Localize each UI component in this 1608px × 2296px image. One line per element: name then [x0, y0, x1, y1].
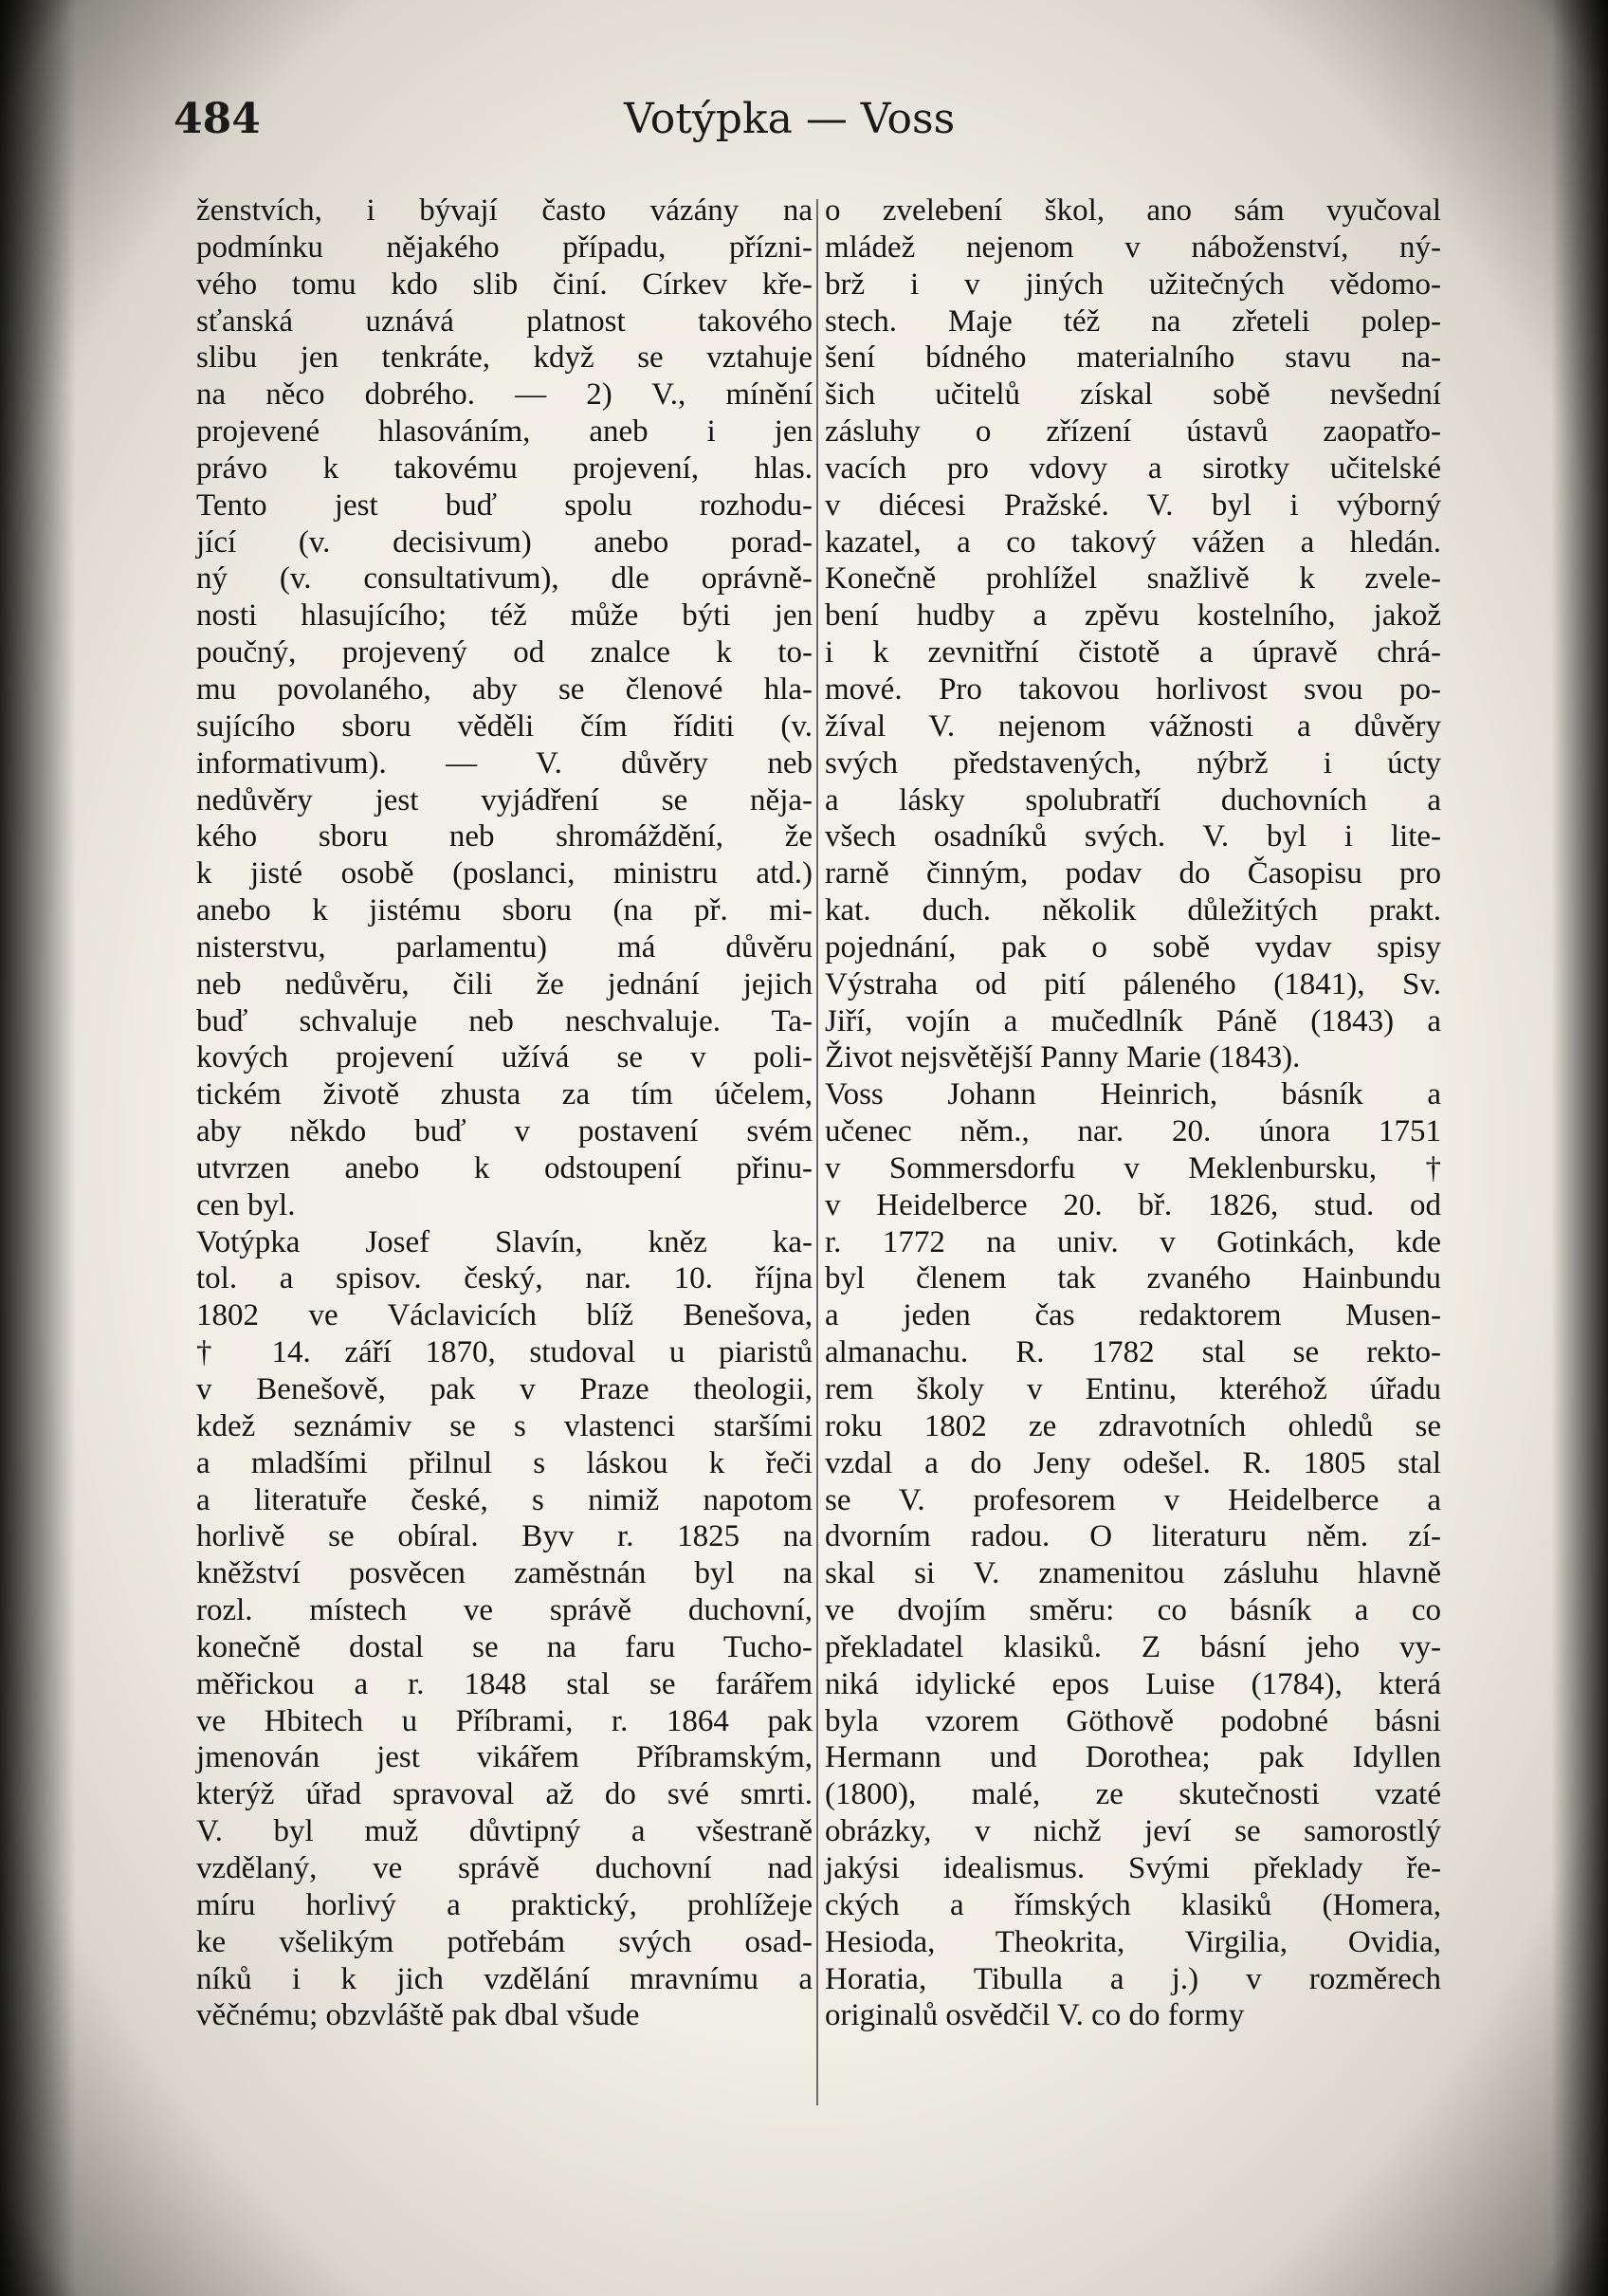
text-line: brž i v jiných užitečných vědomo- [825, 266, 1441, 302]
text-line: nosti hlasujícího; též může býti jen [196, 598, 813, 634]
text-line: poučný, projevený od znalce k to- [196, 635, 813, 670]
text-line: kněžství posvěcen zaměstnán byl na [196, 1556, 813, 1591]
text-line: anebo k jistému sboru (na př. mi- [196, 893, 813, 928]
text-line: slibu jen tenkráte, když se vztahuje [196, 340, 813, 376]
text-line: sťanská uznává platnost takového [196, 303, 813, 339]
text-line: v diécesi Pražské. V. byl i výborný [825, 487, 1441, 523]
text-line: Jiří, vojín a mučedlník Páně (1843) a [825, 1003, 1441, 1038]
text-line: zásluhy o zřízení ústavů zaopatřo- [825, 414, 1441, 450]
text-line: a lásky spolubratří duchovních a [825, 782, 1441, 817]
text-line: šich učitelů získal sobě nevšední [825, 377, 1441, 413]
text-line: právo k takovému projevení, hlas. [196, 450, 813, 486]
text-line: a mladšími přilnul s láskou k řeči [196, 1445, 813, 1480]
text-line: obrázky, v nichž jeví se samorostlý [825, 1814, 1441, 1849]
right-text-column [825, 193, 1441, 2034]
left-text-column [196, 193, 813, 2034]
text-line: šení bídného materialního stavu na- [825, 340, 1441, 376]
text-line: a literatuře české, s nimiž napotom [196, 1482, 813, 1517]
column-divider [816, 199, 818, 2105]
text-line: Život nejsvětější Panny Marie (1843). [825, 1040, 1301, 1075]
text-line: sujícího sboru věděli čím říditi (v. [196, 708, 813, 744]
text-line: svých představených, nýbrž i úcty [825, 745, 1441, 781]
text-line: Horatia, Tibulla a j.) v rozměrech [825, 1961, 1441, 1996]
text-line: (1800), malé, ze skutečnosti vzaté [825, 1777, 1441, 1812]
text-line: konečně dostal se na faru Tucho- [196, 1629, 813, 1664]
text-line: Tento jest buď spolu rozhodu- [196, 487, 813, 523]
text-line: vzdal a do Jeny odešel. R. 1805 stal [825, 1445, 1441, 1480]
text-line: a jeden čas redaktorem Musen- [825, 1298, 1441, 1333]
text-line: jící (v. decisivum) anebo porad- [196, 524, 813, 560]
text-line: skal si V. znamenitou zásluhu hlavně [825, 1556, 1441, 1591]
text-line: v Benešově, pak v Praze theologii, [196, 1372, 813, 1406]
text-line: vého tomu kdo slib činí. Církev kře- [196, 266, 813, 302]
text-line: † 14. září 1870, studoval u piaristů [196, 1335, 813, 1370]
text-line: jmenován jest vikářem Příbramským, [196, 1740, 813, 1775]
text-line: ný (v. consultativum), dle oprávně- [196, 561, 813, 597]
text-line: žíval V. nejenom vážnosti a důvěry [825, 708, 1441, 744]
text-line: všech osadníků svých. V. byl i lite- [825, 819, 1441, 854]
running-head: Votýpka — Voss [624, 95, 956, 143]
text-line: ve dvojím směru: co básník a co [825, 1593, 1441, 1628]
text-line: horlivě se obíral. Byv r. 1825 na [196, 1519, 813, 1554]
text-line: informativum). — V. důvěry neb [196, 745, 813, 781]
text-line: Hesioda, Theokrita, Virgilia, Ovidia, [825, 1924, 1441, 1959]
text-line: věčnému; obzvláště pak dbal všude [196, 1998, 640, 2033]
text-line: utvrzen anebo k odstoupení přinu- [196, 1150, 813, 1185]
text-line: V. byl muž důvtipný a všestraně [196, 1814, 813, 1849]
text-line: mové. Pro takovou horlivost svou po- [825, 671, 1441, 707]
text-line: roku 1802 ze zdravotních ohledů se [825, 1408, 1441, 1443]
page-header [174, 95, 1027, 161]
text-line: aby někdo buď v postavení svém [196, 1114, 813, 1149]
text-line: míru horlivý a praktický, prohlížeje [196, 1887, 813, 1922]
page-shadow-left [0, 0, 76, 2296]
text-line: r. 1772 na univ. v Gotinkách, kde [825, 1224, 1441, 1259]
text-line: ke všelikým potřebám svých osad- [196, 1924, 813, 1959]
text-line: nedůvěry jest vyjádření se něja- [196, 782, 813, 817]
text-line: almanachu. R. 1782 stal se rekto- [825, 1335, 1441, 1370]
text-line: kdež seznámiv se s vlastenci staršími [196, 1408, 813, 1443]
text-line: rozl. místech ve správě duchovní, [196, 1593, 813, 1628]
text-line: kových projevení užívá se v poli- [196, 1040, 813, 1075]
text-line: ve Hbitech u Příbrami, r. 1864 pak [196, 1703, 813, 1738]
text-line: tickém životě zhusta za tím účelem, [196, 1077, 813, 1112]
text-line: tol. a spisov. český, nar. 10. října [196, 1261, 813, 1296]
text-line: podmínku nějakého případu, přízni- [196, 230, 813, 265]
page-shadow-right [1551, 0, 1608, 2296]
text-line: v Heidelberce 20. bř. 1826, stud. od [825, 1187, 1441, 1222]
text-line: Votýpka Josef Slavín, kněz ka- [196, 1224, 813, 1259]
text-line: Konečně prohlížel snažlivě k zvele- [825, 561, 1441, 597]
text-line: Voss Johann Heinrich, básník a [825, 1077, 1441, 1112]
text-line: ckých a římských klasiků (Homera, [825, 1887, 1441, 1922]
text-line: originalů osvědčil V. co do formy [825, 1998, 1245, 2033]
text-line: 1802 ve Václavicích blíž Benešova, [196, 1298, 813, 1333]
text-line: byl členem tak zvaného Hainbundu [825, 1261, 1441, 1296]
text-line: Výstraha od pití páleného (1841), Sv. [825, 966, 1441, 1001]
text-line: Hermann und Dorothea; pak Idyllen [825, 1740, 1441, 1775]
page-number: 484 [174, 95, 261, 143]
text-line: kazatel, a co takový vážen a hledán. [825, 524, 1441, 560]
text-line: projevené hlasováním, aneb i jen [196, 414, 813, 450]
text-line: nisterstvu, parlamentu) má důvěru [196, 929, 813, 964]
text-line: kého sboru neb shromáždění, že [196, 819, 813, 854]
text-line: i k zevnitřní čistotě a úpravě chrá- [825, 635, 1441, 670]
text-line: pojednání, pak o sobě vydav spisy [825, 929, 1441, 964]
text-line: se V. profesorem v Heidelberce a [825, 1482, 1441, 1517]
text-line: vacích pro vdovy a sirotky učitelské [825, 450, 1441, 486]
text-line: bení hudby a zpěvu kostelního, jakož [825, 598, 1441, 634]
text-line: k jisté osobě (poslanci, ministru atd.) [196, 856, 813, 891]
text-line: učenec něm., nar. 20. února 1751 [825, 1114, 1441, 1149]
text-line: cen byl. [196, 1187, 296, 1222]
text-line: vzdělaný, ve správě duchovní nad [196, 1850, 813, 1885]
text-line: rarně činným, podav do Časopisu pro [825, 856, 1441, 891]
text-line: překladatel klasiků. Z básní jeho vy- [825, 1629, 1441, 1664]
text-line: měřickou a r. 1848 stal se farářem [196, 1666, 813, 1701]
text-line: buď schvaluje neb neschvaluje. Ta- [196, 1003, 813, 1038]
text-line: o zvelebení škol, ano sám vyučoval [825, 193, 1441, 228]
text-line: kterýž úřad spravoval až do své smrti. [196, 1777, 813, 1812]
text-line: ženstvích, i bývají často vázány na [196, 193, 813, 228]
text-line: byla vzorem Göthově podobné básni [825, 1703, 1441, 1738]
text-line: neb nedůvěru, čili že jednání jejich [196, 966, 813, 1001]
text-line: kat. duch. několik důležitých prakt. [825, 893, 1441, 928]
text-line: mu povolaného, aby se členové hla- [196, 671, 813, 707]
text-line: stech. Maje též na zřeteli polep- [825, 303, 1441, 339]
text-line: v Sommersdorfu v Meklenbursku, † [825, 1150, 1441, 1185]
text-line: mládež nejenom v náboženství, ný- [825, 230, 1441, 265]
text-line: niká idylické epos Luise (1784), která [825, 1666, 1441, 1701]
text-line: rem školy v Entinu, kteréhož úřadu [825, 1372, 1441, 1406]
text-line: na něco dobrého. — 2) V., mínění [196, 377, 813, 413]
text-line: níků i k jich vzdělání mravnímu a [196, 1961, 813, 1996]
text-line: jakýsi idealismus. Svými překlady ře- [825, 1850, 1441, 1885]
text-line: dvorním radou. O literaturu něm. zí- [825, 1519, 1441, 1554]
